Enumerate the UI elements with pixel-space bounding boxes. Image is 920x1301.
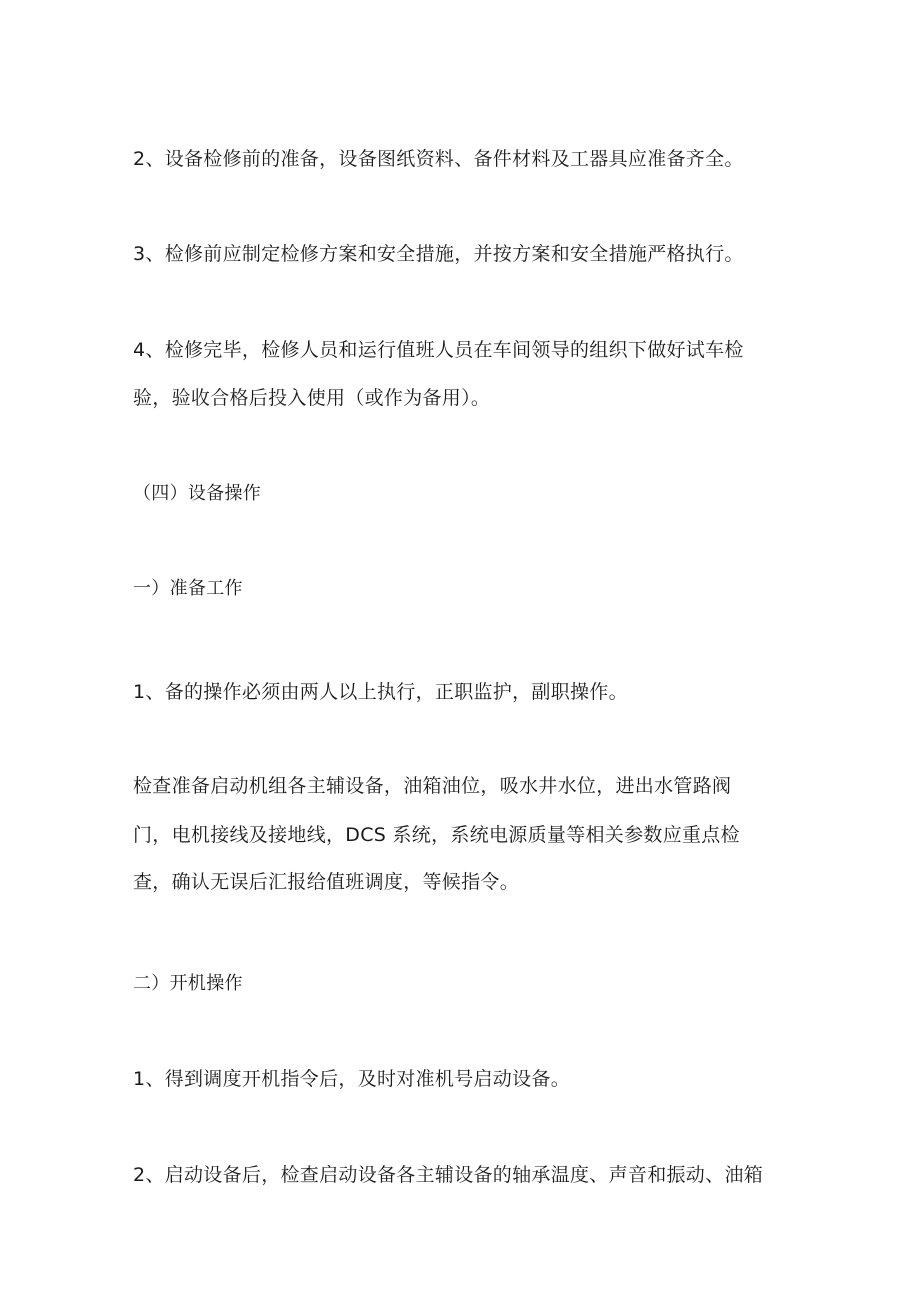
paragraph-startup-item-1: 1、得到调度开机指令后，及时对准机号启动设备。 [133, 1068, 570, 1090]
paragraph-startup-item-2: 2、启动设备后，检查启动设备各主辅设备的轴承温度、声音和振动、油箱 [133, 1164, 763, 1186]
paragraph-item-3-maintenance-plan: 3、检修前应制定检修方案和安全措施，并按方案和安全措施严格执行。 [133, 243, 744, 265]
paragraph-check-line-2: 门，电机接线及接地线，DCS 系统，系统电源质量等相关参数应重点检 [133, 824, 740, 846]
paragraph-check-line-1: 检查准备启动机组各主辅设备，油箱油位，吸水井水位，进出水管路阀 [133, 775, 732, 797]
section-heading-equipment-operation: （四）设备操作 [133, 483, 262, 504]
paragraph-item-4-line-2: 验，验收合格后投入使用（或作为备用）。 [133, 387, 491, 409]
paragraph-item-4-line-1: 4、检修完毕，检修人员和运行值班人员在车间领导的组织下做好试车检 [133, 339, 744, 361]
paragraph-check-line-3: 查，确认无误后汇报给值班调度，等候指令。 [133, 871, 520, 893]
subsection-heading-preparation: 一）准备工作 [133, 578, 243, 599]
subsection-heading-startup: 二）开机操作 [133, 973, 243, 994]
paragraph-preparation-item-1: 1、备的操作必须由两人以上执行，正职监护，副职操作。 [133, 681, 628, 703]
paragraph-item-2-maintenance-prep: 2、设备检修前的准备，设备图纸资料、备件材料及工器具应准备齐全。 [133, 148, 744, 170]
